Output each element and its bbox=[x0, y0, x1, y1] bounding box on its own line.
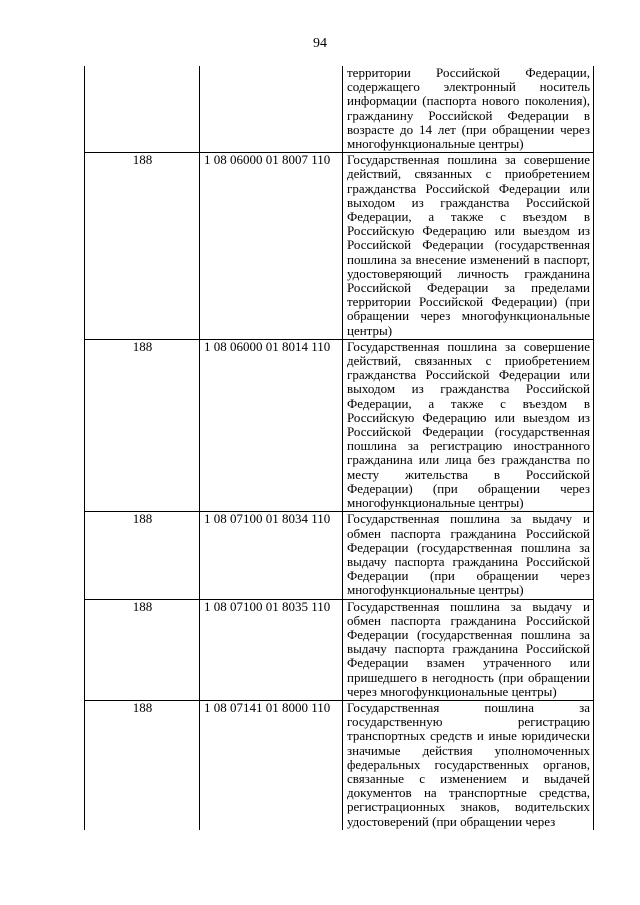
table-row bbox=[85, 153, 594, 340]
admin-code-cell: 188 bbox=[85, 153, 200, 340]
description-cell: Государственная пошлина за выдачу и обмен паспорта гражданина Российской Федерации (государственная пошлина за выдачу паспорта гражданина Российской Федерации (при обращении через многофункциональные центры) bbox=[343, 512, 594, 599]
description-cell: Государственная пошлина за государственную регистрацию транспортных средств и иные юридически значимые действия уполномоченных федеральных государственных органов, связанные с изменением и выдачей документов на транспортные средства, регистрационных знаков, водительских удостоверений (при обращении через bbox=[343, 700, 594, 829]
table-row bbox=[85, 339, 594, 511]
budget-codes-table bbox=[84, 66, 594, 830]
admin-code-cell: 188 bbox=[85, 512, 200, 599]
description-cell: Государственная пошлина за выдачу и обмен паспорта гражданина Российской Федерации (государственная пошлина за выдачу паспорта гражданина Российской Федерации взамен утраченного или пришедшего в негодность (при обращении через многофункциональные центры) bbox=[343, 599, 594, 700]
table-row bbox=[85, 512, 594, 599]
kbk-cell: 1 08 06000 01 8007 110 bbox=[200, 153, 343, 340]
admin-code-cell: 188 bbox=[85, 339, 200, 511]
table-row bbox=[85, 599, 594, 700]
description-cell: Государственная пошлина за совершение действий, связанных с приобретением гражданства Российской Федерации или выходом из гражданства Российской Федерации, а также с въездом в Российскую Федерацию или выездом из Российской Федерации (государственная пошлина за внесение изменений в паспорт, удостоверяющий личность гражданина Российской Федерации за пределами территории Российской Федерации) (при обращении через многофункциональные центры) bbox=[343, 153, 594, 340]
kbk-cell: 1 08 06000 01 8014 110 bbox=[200, 339, 343, 511]
table-body bbox=[85, 66, 594, 830]
admin-code-cell bbox=[85, 66, 200, 153]
admin-code-cell: 188 bbox=[85, 599, 200, 700]
kbk-cell: 1 08 07100 01 8034 110 bbox=[200, 512, 343, 599]
kbk-cell: 1 08 07141 01 8000 110 bbox=[200, 700, 343, 829]
description-cell: Государственная пошлина за совершение действий, связанных с приобретением гражданства Российской Федерации или выходом из гражданства Российской Федерации, а также с въездом в Российскую Федерацию или выездом из Российской Федерации (государственная пошлина за регистрацию иностранного гражданина или лица без гражданства по месту жительства в Российской Федерации) (при обращении через многофункциональные центры) bbox=[343, 339, 594, 511]
admin-code-cell: 188 bbox=[85, 700, 200, 829]
page-number: 94 bbox=[313, 36, 327, 51]
description-cell: территории Российской Федерации, содержащего электронный носитель информации (паспорта нового поколения), гражданину Российской Федерации в возрасте до 14 лет (при обращении через многофункциональные центры) bbox=[343, 66, 594, 153]
kbk-cell: 1 08 07100 01 8035 110 bbox=[200, 599, 343, 700]
kbk-cell bbox=[200, 66, 343, 153]
table-row bbox=[85, 700, 594, 829]
table-row bbox=[85, 66, 594, 153]
